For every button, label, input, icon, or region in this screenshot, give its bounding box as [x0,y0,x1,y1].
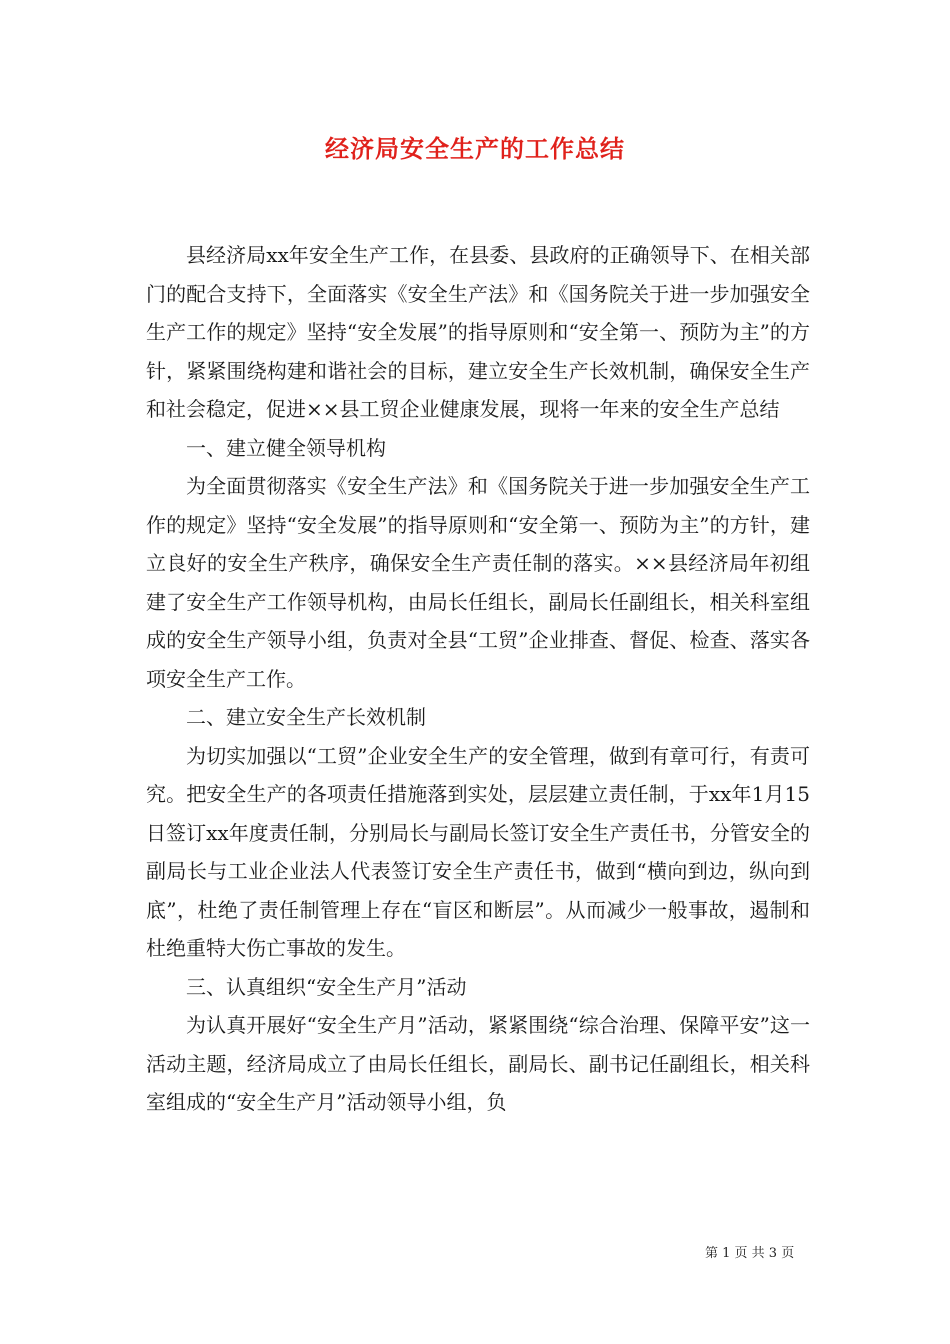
document-body [146,236,810,1122]
paragraph-section-1: 为全面贯彻落实《安全生产法》和《国务院关于进一步加强安全生产工作的规定》坚持“安全发展”的指导原则和“安全第一、预防为主”的方针，建立良好的安全生产秩序，确保安全生产责任制的落实。××县经济局年初组建了安全生产工作领导机构，由局长任组长，副局长任副组长，相关科室组成的安全生产领导小组，负责对全县“工贸”企业排查、督促、检查、落实各项安全生产工作。 [146,474,810,691]
section-heading-3: 三、认真组织“安全生产月”活动 [186,974,467,999]
paragraph-section-2: 为切实加强以“工贸”企业安全生产的安全管理，做到有章可行，有责可究。把安全生产的各项责任措施落到实处，层层建立责任制，于xx年1月15日签订xx年度责任制，分别局长与副局长签订安全生产责任书，分管安全的副局长与工业企业法人代表签订安全生产责任书，做到“横向到边，纵向到底”，杜绝了责任制管理上存在“盲区和断层”。从而减少一般事故，遏制和杜绝重特大伤亡事故的发生。 [146,743,810,960]
paragraph-section-3: 为认真开展好“安全生产月”活动，紧紧围绕“综合治理、保障平安”这一活动主题，经济局成立了由局长任组长，副局长、副书记任副组长，相关科室组成的“安全生产月”活动领导小组，负 [146,1013,810,1114]
section-heading-1: 一、建立健全领导机构 [186,435,386,460]
section-heading-2: 二、建立安全生产长效机制 [186,705,426,729]
paragraph-intro: 县经济局xx年安全生产工作，在县委、县政府的正确领导下、在相关部门的配合支持下，全面落实《安全生产法》和《国务院关于进一步加强安全生产工作的规定》坚持“安全发展”的指导原则和“安全第一、预防为主”的方针，紧紧围绕构建和谐社会的目标，建立安全生产长效机制，确保安全生产和社会稳定，促进××县工贸企业健康发展，现将一年来的安全生产总结 [146,243,810,421]
document-title: 经济局安全生产的工作总结 [325,134,625,163]
page-number-footer: 第 1 页 共 3 页 [705,1246,795,1261]
